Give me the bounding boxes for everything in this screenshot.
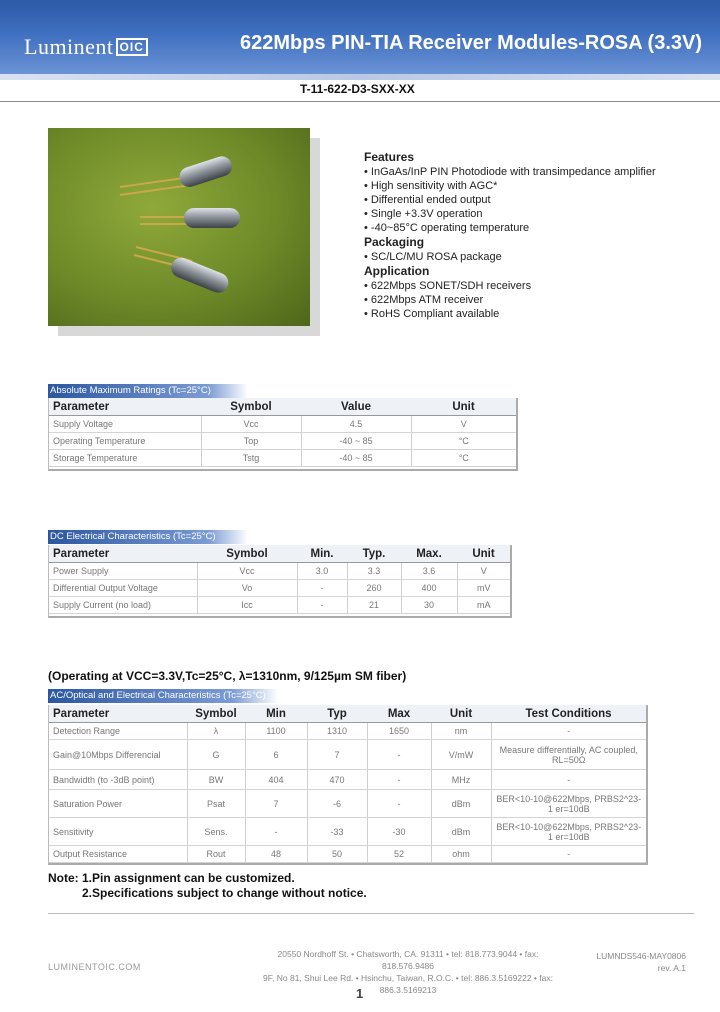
table-cell: -	[491, 723, 646, 740]
table-cell: Bandwidth (to -3dB point)	[49, 770, 187, 790]
table-cell: 1100	[245, 723, 307, 740]
table-cell: λ	[187, 723, 245, 740]
column-header: Symbol	[187, 705, 245, 723]
table-cell: -6	[307, 790, 367, 818]
table-cell: -	[491, 846, 646, 863]
table-row	[49, 433, 516, 450]
application-heading: Application	[364, 264, 430, 278]
table-cell: 404	[245, 770, 307, 790]
table-cell: -	[367, 790, 431, 818]
table-cell: Output Resistance	[49, 846, 187, 863]
column-header: Unit	[457, 545, 510, 563]
dc-caption: DC Electrical Characteristics (Tc=25°C)	[48, 530, 248, 544]
table-cell: Vo	[197, 580, 297, 597]
table-cell: -	[491, 770, 646, 790]
table-row	[49, 597, 510, 614]
table-cell: MHz	[431, 770, 491, 790]
ac-caption: AC/Optical and Electrical Characteristics (Tc=25°C)	[48, 689, 278, 703]
packaging-heading: Packaging	[364, 235, 425, 249]
table-row	[49, 818, 646, 846]
table-cell: Sensitivity	[49, 818, 187, 846]
table-cell: G	[187, 740, 245, 770]
table-cell: dBm	[431, 818, 491, 846]
table-cell: Psat	[187, 790, 245, 818]
table-cell: Measure differentially, AC coupled, RL=50Ω	[491, 740, 646, 770]
abs-max-table	[49, 398, 516, 467]
feature-item: • Differential ended output	[364, 194, 491, 206]
footer-address-line: 9F, No 81, Shui Lee Rd. • Hsinchu, Taiwan, R.O.C. • tel: 886.3.5169222 • fax: 886.3.5169213	[263, 973, 553, 995]
table-row	[49, 790, 646, 818]
column-header: Min.	[297, 545, 347, 563]
table-cell: 48	[245, 846, 307, 863]
table-cell: -30	[367, 818, 431, 846]
table-header-row	[49, 398, 516, 416]
operating-conditions-note: (Operating at VCC=3.3V,Tc=25°C, λ=1310nm, 9/125µm SM fiber)	[48, 669, 407, 683]
column-header: Typ.	[347, 545, 401, 563]
table-cell: dBm	[431, 790, 491, 818]
note-line: Note: 1.Pin assignment can be customized.	[48, 871, 295, 885]
table-cell: -40 ~ 85	[301, 433, 411, 450]
table-cell: -	[297, 580, 347, 597]
table-cell: -40 ~ 85	[301, 450, 411, 467]
table-cell: Gain@10Mbps Differencial	[49, 740, 187, 770]
footer-address-line: 20550 Nordhoff St. • Chatsworth, CA. 91311 • tel: 818.773.9044 • fax: 818.576.9486	[277, 949, 539, 971]
column-header: Parameter	[49, 398, 201, 416]
table-row	[49, 416, 516, 433]
column-header: Test Conditions	[491, 705, 646, 723]
table-cell: -	[245, 818, 307, 846]
table-cell: 3.3	[347, 563, 401, 580]
table-cell: Supply Current (no load)	[49, 597, 197, 614]
note-line: 2.Specifications subject to change without notice.	[82, 886, 367, 900]
table-cell: 6	[245, 740, 307, 770]
table-cell: Saturation Power	[49, 790, 187, 818]
column-header: Value	[301, 398, 411, 416]
table-cell: Rout	[187, 846, 245, 863]
table-cell: 21	[347, 597, 401, 614]
packaging-item: • SC/LC/MU ROSA package	[364, 251, 502, 263]
table-cell: BER<10-10@622Mbps, PRBS2^23-1 er=10dB	[491, 790, 646, 818]
table-cell: Operating Temperature	[49, 433, 201, 450]
product-photo	[48, 128, 310, 326]
table-cell: Differential Output Voltage	[49, 580, 197, 597]
table-cell: V/mW	[431, 740, 491, 770]
application-item: • 622Mbps SONET/SDH receivers	[364, 280, 532, 292]
table-cell: -33	[307, 818, 367, 846]
table-cell: Supply Voltage	[49, 416, 201, 433]
column-header: Min	[245, 705, 307, 723]
table-header-row	[49, 705, 646, 723]
abs-max-caption: Absolute Maximum Ratings (Tc=25°C)	[48, 384, 248, 398]
dc-table	[49, 545, 510, 614]
column-header: Max	[367, 705, 431, 723]
table-header-row	[49, 545, 510, 563]
table-cell: 4.5	[301, 416, 411, 433]
footer-address	[258, 948, 558, 996]
column-header: Max.	[401, 545, 457, 563]
table-cell: 30	[401, 597, 457, 614]
table-row	[49, 846, 646, 863]
page-number: 1	[356, 986, 364, 1001]
table-cell: 1310	[307, 723, 367, 740]
table-cell: 260	[347, 580, 401, 597]
table-cell: 50	[307, 846, 367, 863]
application-item: • RoHS Compliant available	[364, 308, 500, 320]
footer-doc-id: LUMNDS546-MAY0806	[596, 951, 686, 961]
page-title: 622Mbps PIN-TIA Receiver Modules-ROSA (3.3V)	[240, 32, 702, 54]
table-cell: mV	[457, 580, 510, 597]
table-cell: nm	[431, 723, 491, 740]
table-cell: Tstg	[201, 450, 301, 467]
feature-item: • -40~85°C operating temperature	[364, 222, 530, 234]
table-cell: V	[457, 563, 510, 580]
table-cell: Top	[201, 433, 301, 450]
column-header: Parameter	[49, 705, 187, 723]
footer-website: LUMINENTOIC.COM	[48, 962, 141, 972]
footer-divider	[48, 913, 694, 914]
footer-revision: rev. A.1	[657, 963, 686, 973]
table-cell: °C	[411, 433, 516, 450]
table-cell: mA	[457, 597, 510, 614]
table-cell: 7	[245, 790, 307, 818]
table-cell: -	[367, 740, 431, 770]
table-cell: Power Supply	[49, 563, 197, 580]
features-heading: Features	[364, 150, 415, 164]
table-row	[49, 723, 646, 740]
application-item: • 622Mbps ATM receiver	[364, 294, 484, 306]
table-row	[49, 580, 510, 597]
table-cell: 3.6	[401, 563, 457, 580]
table-row	[49, 770, 646, 790]
table-cell: 470	[307, 770, 367, 790]
table-cell: -	[297, 597, 347, 614]
table-cell: 400	[401, 580, 457, 597]
table-cell: Vcc	[197, 563, 297, 580]
table-cell: Sens.	[187, 818, 245, 846]
table-row	[49, 563, 510, 580]
part-number: T-11-622-D3-SXX-XX	[300, 82, 415, 96]
table-cell: Detection Range	[49, 723, 187, 740]
logo-text: Luminent	[24, 34, 114, 59]
company-logo	[24, 34, 148, 60]
column-header: Parameter	[49, 545, 197, 563]
table-cell: 52	[367, 846, 431, 863]
ac-table	[49, 705, 646, 863]
feature-item: • InGaAs/InP PIN Photodiode with transimpedance amplifier	[364, 166, 656, 178]
table-cell: 1650	[367, 723, 431, 740]
column-header: Symbol	[201, 398, 301, 416]
table-cell: V	[411, 416, 516, 433]
table-row	[49, 740, 646, 770]
logo-badge: OIC	[116, 38, 148, 56]
column-header: Symbol	[197, 545, 297, 563]
table-cell: Icc	[197, 597, 297, 614]
table-cell: BW	[187, 770, 245, 790]
feature-item: • Single +3.3V operation	[364, 208, 483, 220]
feature-item: • High sensitivity with AGC*	[364, 180, 498, 192]
table-cell: BER<10-10@622Mbps, PRBS2^23-1 er=10dB	[491, 818, 646, 846]
notes-section	[48, 871, 367, 901]
table-row	[49, 450, 516, 467]
column-header: Typ	[307, 705, 367, 723]
table-cell: 3.0	[297, 563, 347, 580]
table-cell: Vcc	[201, 416, 301, 433]
column-header: Unit	[431, 705, 491, 723]
table-cell: ohm	[431, 846, 491, 863]
features-section	[364, 150, 694, 321]
footer-doc-info	[596, 950, 686, 974]
table-cell: 7	[307, 740, 367, 770]
table-cell: Storage Temperature	[49, 450, 201, 467]
table-cell: °C	[411, 450, 516, 467]
column-header: Unit	[411, 398, 516, 416]
table-cell: -	[367, 770, 431, 790]
